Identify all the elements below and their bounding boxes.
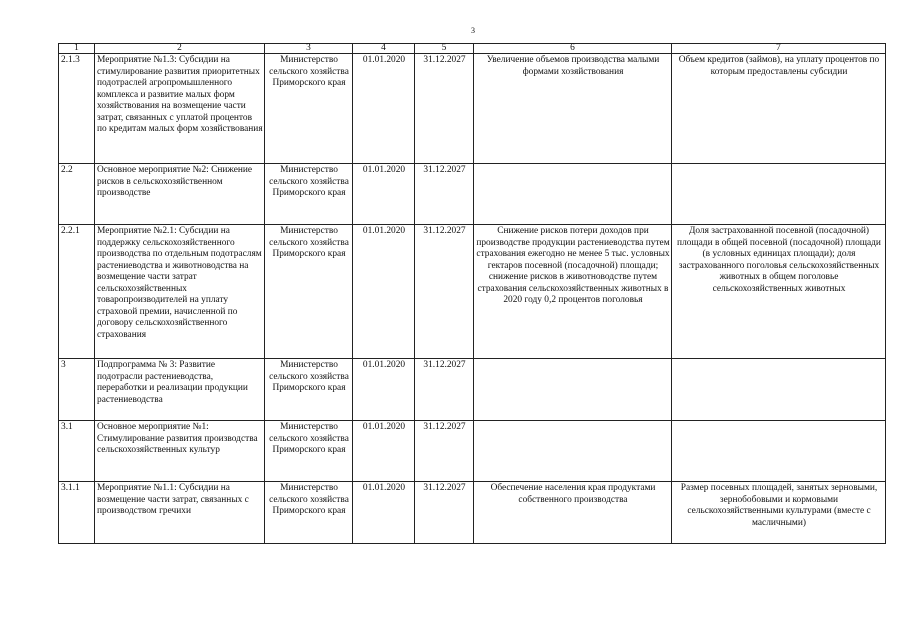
start-date: 01.01.2020 (353, 164, 415, 225)
measure-name: Мероприятие №1.1: Субсидии на возмещение части затрат, связанных с производством гречихи (95, 482, 265, 544)
measure-name: Мероприятие №1.3: Субсидии на стимулирование развития приоритетных подотраслей агропромышленного комплекса и развитие малых форм хозяйствования на возмещение части затрат, связанных с уплатой процентов по кредитам малых форм хозяйствования (95, 54, 265, 164)
column-header: 6 (474, 44, 672, 54)
measure-name: Мероприятие №2.1: Субсидии на поддержку сельскохозяйственного производства по отдельным подотраслям растениеводства и животноводства на возмещение части затрат сельскохозяйственных товаропроизводителей на уплату страховой премии, начисленной по договору сельскохозяйственного страхования (95, 225, 265, 359)
target-indicator: Доля застрахованной посевной (посадочной) площади в общей посевной (посадочной) площади (в условных единицах площади); доля застрахованного поголовья сельскохозяйственных животных в общем поголовье сельскохозяйственных животных (672, 225, 886, 359)
start-date: 01.01.2020 (353, 359, 415, 421)
start-date: 01.01.2020 (353, 54, 415, 164)
expected-result (474, 359, 672, 421)
column-header: 2 (95, 44, 265, 54)
row-number: 3.1 (59, 421, 95, 482)
column-header: 3 (265, 44, 353, 54)
end-date: 31.12.2027 (415, 225, 474, 359)
responsible-executor: Министерство сельского хозяйства Приморского края (265, 482, 353, 544)
target-indicator (672, 164, 886, 225)
column-header: 5 (415, 44, 474, 54)
responsible-executor: Министерство сельского хозяйства Приморского края (265, 164, 353, 225)
row-number: 2.2 (59, 164, 95, 225)
row-number: 2.2.1 (59, 225, 95, 359)
target-indicator (672, 421, 886, 482)
responsible-executor: Министерство сельского хозяйства Приморского края (265, 54, 353, 164)
header-row (59, 44, 886, 54)
start-date: 01.01.2020 (353, 421, 415, 482)
row-number: 2.1.3 (59, 54, 95, 164)
end-date: 31.12.2027 (415, 54, 474, 164)
measure-name: Основное мероприятие №1: Стимулирование развития производства сельскохозяйственных культур (95, 421, 265, 482)
responsible-executor: Министерство сельского хозяйства Приморского края (265, 421, 353, 482)
target-indicator: Объем кредитов (займов), на уплату процентов по которым предоставлены субсидии (672, 54, 886, 164)
expected-result (474, 164, 672, 225)
expected-result: Увеличение объемов производства малыми формами хозяйствования (474, 54, 672, 164)
start-date: 01.01.2020 (353, 225, 415, 359)
table-row (59, 421, 886, 482)
expected-result (474, 421, 672, 482)
target-indicator: Размер посевных площадей, занятых зерновыми, зернобобовыми и кормовыми сельскохозяйственными культурами (вместе с масличными) (672, 482, 886, 544)
column-header: 4 (353, 44, 415, 54)
column-header: 1 (59, 44, 95, 54)
responsible-executor: Министерство сельского хозяйства Приморского края (265, 225, 353, 359)
row-number: 3.1.1 (59, 482, 95, 544)
responsible-executor: Министерство сельского хозяйства Приморского края (265, 359, 353, 421)
measures-table (58, 43, 886, 544)
measure-name: Подпрограмма № 3: Развитие подотрасли растениеводства, переработки и реализации продукции растениеводства (95, 359, 265, 421)
table-row (59, 54, 886, 164)
table-row (59, 359, 886, 421)
column-header: 7 (672, 44, 886, 54)
target-indicator (672, 359, 886, 421)
table-row (59, 225, 886, 359)
page-number: 3 (471, 26, 475, 35)
end-date: 31.12.2027 (415, 359, 474, 421)
start-date: 01.01.2020 (353, 482, 415, 544)
measure-name: Основное мероприятие №2: Снижение рисков в сельскохозяйственном производстве (95, 164, 265, 225)
end-date: 31.12.2027 (415, 164, 474, 225)
expected-result: Обеспечение населения края продуктами собственного производства (474, 482, 672, 544)
end-date: 31.12.2027 (415, 482, 474, 544)
row-number: 3 (59, 359, 95, 421)
expected-result: Снижение рисков потери доходов при производстве продукции растениеводства путем страхования ежегодно не менее 5 тыс. условных гектаров посевной (посадочной) площади; снижение рисков в животноводстве путем страхования сельскохозяйственных животных в 2020 году 0,2 процентов поголовья (474, 225, 672, 359)
table-row (59, 482, 886, 544)
end-date: 31.12.2027 (415, 421, 474, 482)
table-row (59, 164, 886, 225)
